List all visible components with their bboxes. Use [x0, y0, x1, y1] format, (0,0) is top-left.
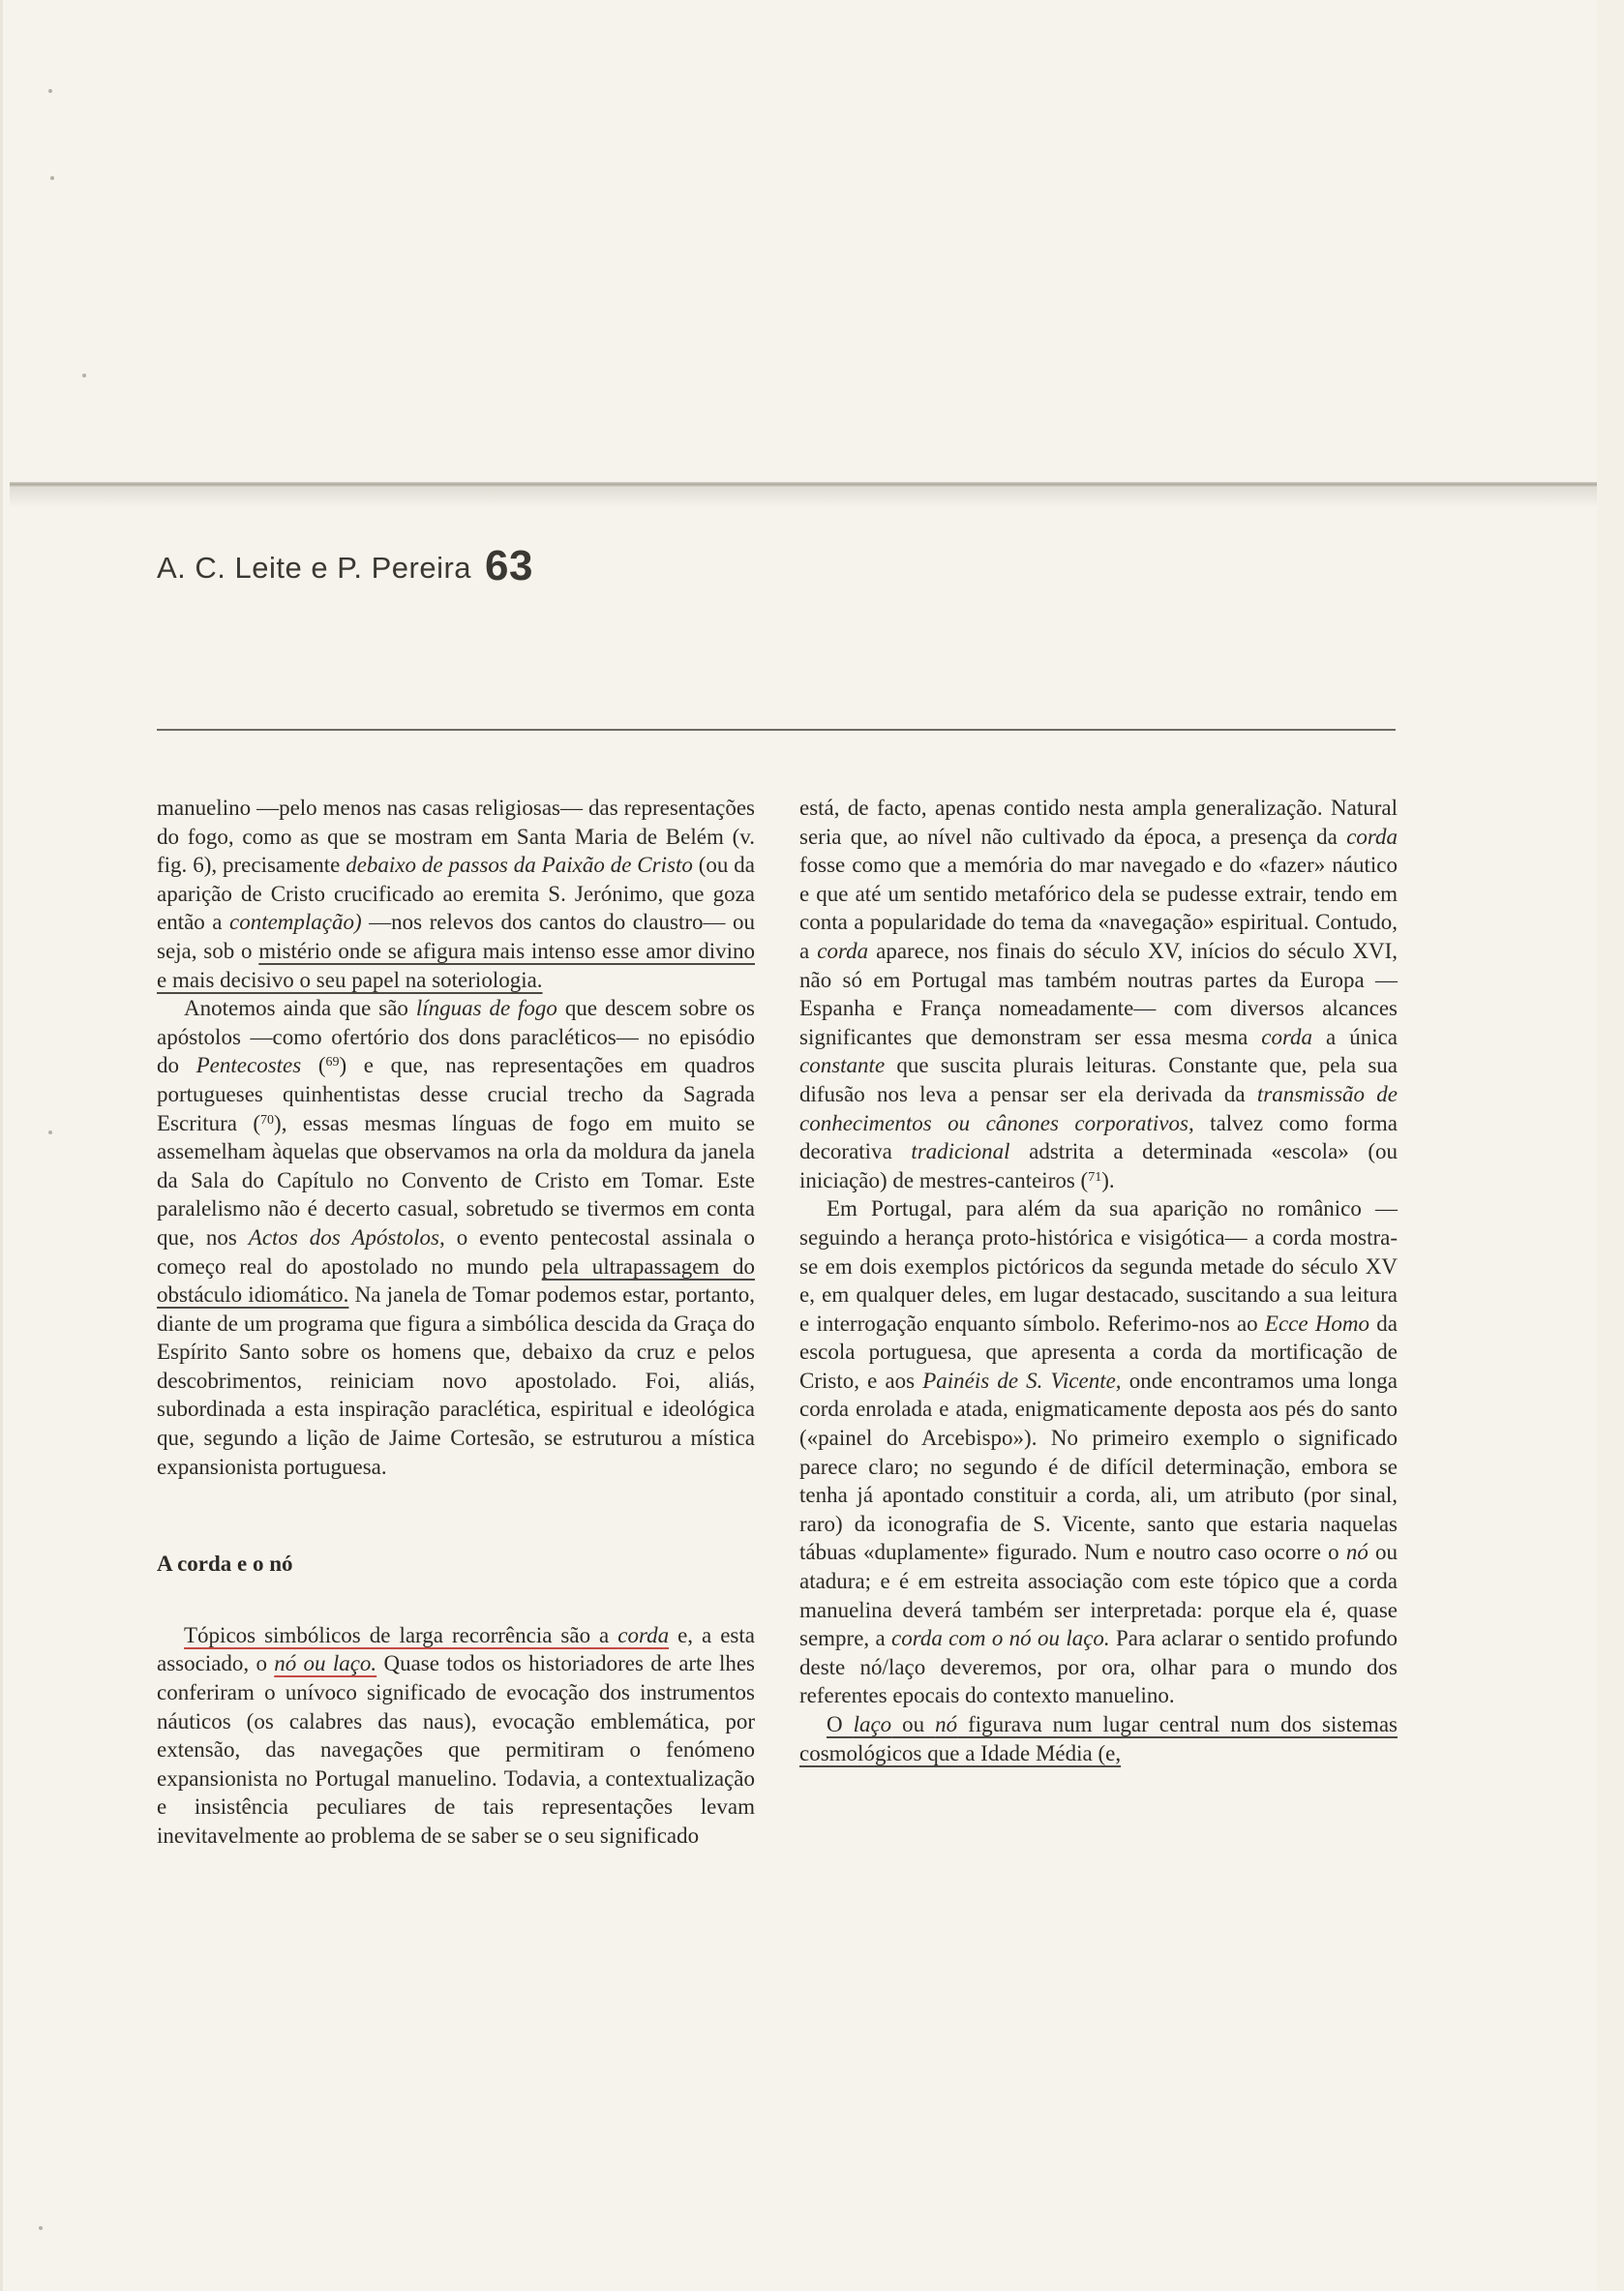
red-underline: Tópicos simbólicos de larga recorrência são a	[184, 1622, 618, 1647]
page-number: 63	[485, 542, 533, 589]
footnote-ref: 70	[260, 1112, 275, 1128]
page-fold-shadow	[10, 487, 1597, 508]
pencil-underline: O laço ou nó figurava num lugar central num dos sistemas cosmológicos que a Idade Média (e,	[799, 1712, 1398, 1765]
pencil-underline: pela ultrapassagem do obstáculo idiomático.	[157, 1253, 755, 1308]
paragraph: Tópicos simbólicos de larga recorrência são a corda e, a esta associado, o nó ou laço. Quase todos os historiadores de arte lhes conferiram o unívoco significado de evocação dos instrumentos náuticos (os calabres das naus), evocação emblemática, por extensão, das navegações que permitiram o fenómeno expansionista no Portugal manuelino. Todavia, a contextualização e insistência peculiares de tais representações levam inevitavelmente ao problema de se saber se o seu significado	[157, 1622, 755, 1848]
authors: A. C. Leite e P. Pereira	[157, 551, 472, 585]
header-rule	[157, 729, 1396, 731]
right-column	[799, 794, 1398, 1767]
paragraph: manuelino —pelo menos nas casas religiosas— das representações do fogo, como as que se mostram em Santa Maria de Belém (v. fig. 6), precisamente debaixo de passos da Paixão de Cristo (ou da aparição de Cristo crucificado ao eremita S. Jerónimo, que goza então a contemplação) —nos relevos dos cantos do claustro— ou seja, sob o mistério onde se afigura mais intenso esse amor divino e mais decisivo o seu papel na soteriologia.	[157, 796, 756, 992]
paper-speck	[48, 1130, 52, 1134]
section-heading: A corda e o nó	[157, 1552, 293, 1577]
footnote-ref: 69	[325, 1055, 340, 1070]
paragraph	[799, 1710, 1398, 1767]
paper-speck	[39, 2226, 43, 2230]
footnote-ref: 71	[1088, 1169, 1102, 1185]
paper-speck	[50, 176, 54, 180]
left-column	[157, 794, 755, 1851]
paper-speck	[82, 374, 86, 377]
paper-speck	[48, 89, 52, 93]
pencil-underline: mistério onde se afigura mais intenso esse amor divino e mais decisivo o seu papel na soteriologia.	[157, 938, 755, 992]
paragraph: Em Portugal, para além da sua aparição no românico —seguindo a herança proto-histórica e visigótica— a corda mostra-se em dois exemplos pictóricos da segunda metade do século XV e, em qualquer deles, em lugar destacado, suscitando a sua leitura e interrogação enquanto símbolo. Referimo-nos ao Ecce Homo da escola portuguesa, que apresenta a corda da mortificação de Cristo, e aos Painéis de S. Vicente, onde encontramos uma longa corda enrolada e atada, enigmaticamente deposta aos pés do santo («painel do Arcebispo»). No primeiro exemplo o significado parece claro; no segundo é de difícil determinação, embora se tenha já apontado constituir a corda, ali, um atributo (por sinal, raro) da iconografia de S. Vicente, santo que estaria naquelas tábuas «duplamente» figurado. Num e noutro caso ocorre o nó ou atadura; e é em estreita associação com este tópico que a corda manuelina deverá também ser interpretada: porque ela é, quase sempre, a corda com o nó ou laço. Para aclarar o sentido profundo deste nó/laço deveremos, por ora, olhar para o mundo dos referentes epocais do contexto manuelino.	[799, 1196, 1398, 1708]
paragraph: Anotemos ainda que são línguas de fogo que descem sobre os apóstolos —como ofertório dos dons paracléticos— no episódio do Pentecostes ($^{69}$) e que, nas representações em quadros portugueses quinhentistas desse crucial trecho da Sagrada Escritura ($^{70}$), essas mesmas línguas de fogo em muito se assemelham àquelas que observamos na orla da moldura da janela da Sala do Capítulo no Convento de Cristo em Tomar. Este paralelismo não é decerto casual, sobretudo se tivermos em conta que, nos Actos dos Apóstolos, o evento pentecostal assinala o começo real do apostolado no mundo pela ultrapassagem do obstáculo idiomático. Na janela de Tomar podemos estar, portanto, diante de um programa que figura a simbólica descida da Graça do Espírito Santo sobre os homens que, debaixo da cruz e pelos descobrimentos, reiniciam novo apostolado. Foi, aliás, subordinada a esta inspiração paraclética, espiritual e ideológica que, segundo a lição de Jaime Cortesão, se estruturou a mística expansionista portuguesa.	[157, 996, 756, 1479]
paragraph: está, de facto, apenas contido nesta ampla generalização. Natural seria que, ao nível não cultivado da época, a presença da corda fosse como que a memória do mar navegado e do «fazer» náutico e que até um sentido metafórico dela se pudesse extrair, tendo em conta a popularidade do tema da «navegação» espiritual. Contudo, a corda aparece, nos finais do século XV, inícios do século XVI, não só em Portugal mas também noutras partes da Europa —Espanha e França nomeadamente— com diversos alcances significantes que demonstram ser essa mesma corda a única constante que suscita plurais leituras. Constante que, pela sua difusão nos leva a pensar ser ela derivada da transmissão de conhecimentos ou cânones corporativos, talvez como forma decorativa tradicional adstrita a determinada «escola» (ou iniciação) de mestres-canteiros ($^{71}$).	[799, 796, 1398, 1192]
running-head	[157, 542, 533, 590]
